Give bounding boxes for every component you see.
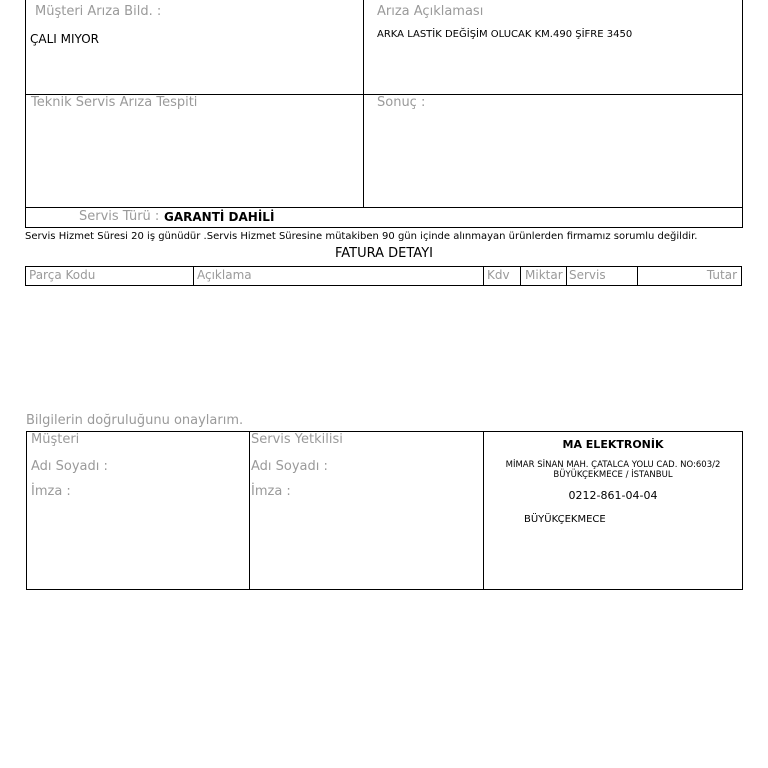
- col-total: Tutar: [706, 268, 737, 282]
- col-vat: Kdv: [487, 268, 510, 282]
- company-block: [484, 432, 742, 589]
- col-quantity: Miktar: [525, 268, 563, 282]
- fault-description-value: ARKA LASTİK DEĞİŞİM OLUCAK KM.490 ŞİFRE 3450: [377, 29, 633, 40]
- customer-fault-value: ÇALI MIYOR: [30, 32, 99, 46]
- agent-signature-label: İmza :: [251, 484, 291, 499]
- company-branch: BÜYÜKÇEKMECE: [524, 514, 606, 525]
- customer-fault-label: Müşteri Arıza Bild. :: [35, 4, 162, 19]
- col-description: Açıklama: [197, 268, 252, 282]
- col-service: Servis: [569, 268, 606, 282]
- fault-section: [25, 0, 743, 208]
- agent-sign-title: Servis Yetkilisi: [251, 432, 343, 447]
- col-part-code: Parça Kodu: [29, 268, 96, 282]
- invoice-header: [25, 266, 742, 286]
- customer-name-label: Adı Soyadı :: [31, 459, 108, 474]
- company-name: MA ELEKTRONİK: [562, 438, 664, 451]
- service-type-row: [25, 207, 743, 228]
- company-address-line2: BÜYÜKÇEKMECE / İSTANBUL: [553, 470, 673, 480]
- service-notice: Servis Hizmet Süresi 20 iş günüdür .Servis Hizmet Süresine mütakiben 90 gün içinde alınmayan ürünlerden firmamız sorumlu değildir.: [25, 231, 698, 242]
- service-type-value: GARANTİ DAHİLİ: [164, 210, 275, 224]
- agent-name-label: Adı Soyadı :: [251, 459, 328, 474]
- confirmation-text: Bilgilerin doğruluğunu onaylarım.: [26, 413, 244, 428]
- service-type-label: Servis Türü :: [79, 209, 160, 224]
- signature-section: [26, 431, 743, 590]
- fault-description-label: Arıza Açıklaması: [377, 4, 484, 19]
- customer-sign-title: Müşteri: [31, 432, 80, 447]
- fault-divider: [363, 0, 364, 207]
- technical-diagnosis-label: Teknik Servis Arıza Tespiti: [31, 95, 198, 110]
- invoice-title: FATURA DETAYI: [335, 246, 433, 261]
- company-address-line1: MİMAR SİNAN MAH. ÇATALCA YOLU CAD. NO:603/2: [505, 460, 721, 470]
- customer-signature-label: İmza :: [31, 484, 71, 499]
- result-label: Sonuç :: [377, 95, 426, 110]
- company-phone: 0212-861-04-04: [568, 489, 658, 502]
